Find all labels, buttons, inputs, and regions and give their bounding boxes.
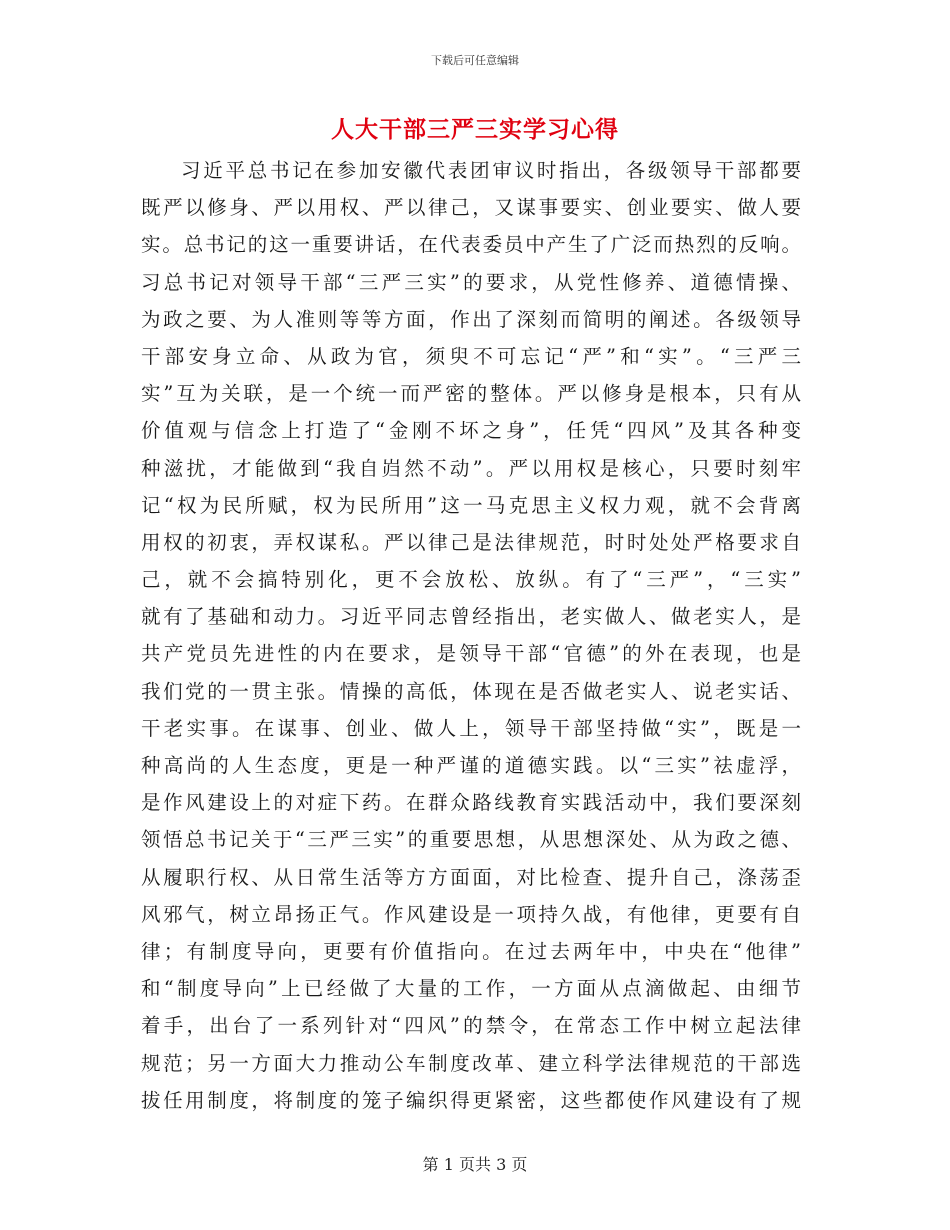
body-line: 干部安身立命、从政为官，须臾不可忘记“严”和“实”。“三严三 (141, 344, 801, 368)
body-line: 律；有制度导向，更要有价值指向。在过去两年中，中央在“他律” (141, 939, 801, 963)
body-line: 实。总书记的这一重要讲话，在代表委员中产生了广泛而热烈的反响。 (141, 233, 801, 257)
body-line: 风邪气，树立昂扬正气。作风建设是一项持久战，有他律，更要有自 (141, 902, 801, 926)
body-line: 种滋扰，才能做到“我自岿然不动”。严以用权是核心，只要时刻牢 (141, 456, 801, 480)
body-line: 干老实事。在谋事、创业、做人上，领导干部坚持做“实”，既是一 (141, 716, 801, 740)
body-line: 规范；另一方面大力推动公车制度改革、建立科学法律规范的干部选 (141, 1051, 801, 1075)
body-line: 为政之要、为人准则等等方面，作出了深刻而简明的阐述。各级领导 (141, 307, 801, 331)
body-line: 着手，出台了一系列针对“四风”的禁令，在常态工作中树立起法律 (141, 1014, 801, 1038)
body-line: 既严以修身、严以用权、严以律己，又谋事要实、创业要实、做人要 (141, 196, 801, 220)
body-line: 我们党的一贯主张。情操的高低，体现在是否做老实人、说老实话、 (141, 679, 801, 703)
body-line: 领悟总书记关于“三严三实”的重要思想，从思想深处、从为政之德、 (141, 828, 801, 852)
document-title: 人大干部三严三实学习心得 (331, 116, 619, 143)
body-line: 用权的初衷，弄权谋私。严以律己是法律规范，时时处处严格要求自 (141, 530, 801, 554)
body-line: 从履职行权、从日常生活等方方面面，对比检查、提升自己，涤荡歪 (141, 865, 801, 889)
body-line: 共产党员先进性的内在要求，是领导干部“官德”的外在表现，也是 (141, 642, 801, 666)
body-line: 价值观与信念上打造了“金刚不坏之身”，任凭“四风”及其各种变 (141, 419, 801, 443)
body-line: 实”互为关联，是一个统一而严密的整体。严以修身是根本，只有从 (141, 382, 801, 406)
page-number: 第 1 页共 3 页 (422, 1155, 528, 1174)
body-line: 习近平总书记在参加安徽代表团审议时指出，各级领导干部都要 (181, 159, 801, 182)
body-line: 是作风建设上的对症下药。在群众路线教育实践活动中，我们要深刻 (141, 791, 801, 815)
body-line: 拔任用制度，将制度的笼子编织得更紧密，这些都使作风建设有了规 (141, 1088, 801, 1112)
body-line: 记“权为民所赋，权为民所用”这一马克思主义权力观，就不会背离 (141, 493, 801, 517)
page-header-note: 下载后可任意编辑 (431, 54, 519, 67)
body-line: 就有了基础和动力。习近平同志曾经指出，老实做人、做老实人，是 (141, 605, 801, 629)
document-body (141, 152, 801, 1119)
body-line: 习总书记对领导干部“三严三实”的要求，从党性修养、道德情操、 (141, 270, 801, 294)
body-line: 种高尚的人生态度，更是一种严谨的道德实践。以“三实”祛虚浮， (141, 754, 801, 777)
body-line: 己，就不会搞特别化，更不会放松、放纵。有了“三严”，“三实” (141, 568, 801, 592)
body-line: 和“制度导向”上已经做了大量的工作，一方面从点滴做起、由细节 (141, 977, 801, 1001)
